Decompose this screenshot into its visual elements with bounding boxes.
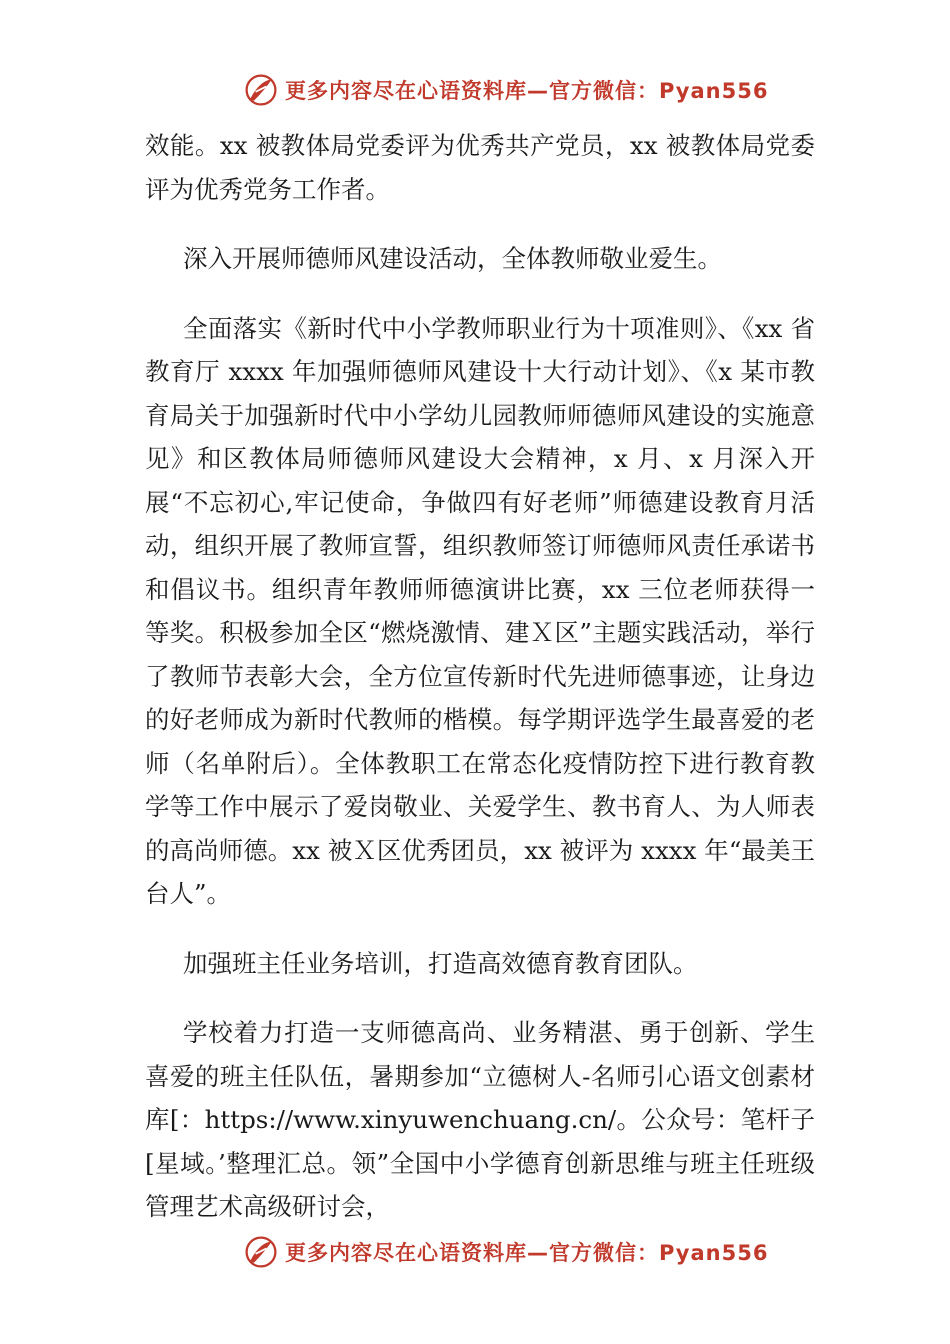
logo-icon bbox=[243, 1234, 279, 1270]
paragraph-1: 效能。xx 被教体局党委评为优秀共产党员，xx 被教体局党委评为优秀党务工作者。 bbox=[145, 131, 815, 204]
paragraph-3: 全面落实《新时代中小学教师职业行为十项准则》、《xx 省教育厅 xxxx 年加强师德师风建设十大行动计划》、《x 某市教育局关于加强新时代中小学幼儿园教师师德师风建设的实施意见》和区教体局师德师风建设大会精神，x 月、x 月深入开展“不忘初心,牢记使命，争做四有好老师”师德建设教育月活动，组织开展了教师宣誓，组织教师签订师德师风责任承诺书和倡议书。组织青年教师师德演讲比赛，xx 三位老师获得一等奖。积极参加全区“燃烧激情、建Ｘ区”主题实践活动，举行了教师节表彰大会，全方位宣传新时代先进师德事迹，让身边的好老师成为新时代教师的楷模。每学期评选学生最喜爱的老师（名单附后）。全体教职工在常态化疫情防控下进行教育教学等工作中展示了爱岗敬业、关爱学生、教书育人、为人师表的高尚师德。xx 被Ｘ区优秀团员，xx 被评为 xxxx 年“最美王台人”。 bbox=[145, 313, 815, 908]
document-body bbox=[145, 124, 815, 1255]
watermark-text: 更多内容尽在心语资料库—官方微信：Pyan556 bbox=[285, 1241, 769, 1265]
paragraph-4: 加强班主任业务培训，打造高效德育教育团队。 bbox=[183, 948, 698, 978]
watermark-text: 更多内容尽在心语资料库—官方微信：Pyan556 bbox=[285, 79, 769, 103]
watermark-header bbox=[243, 70, 768, 110]
logo-icon bbox=[243, 72, 279, 108]
paragraph-5: 学校着力打造一支师德高尚、业务精湛、勇于创新、学生喜爱的班主任队伍，暑期参加“立德树人-名师引心语文创素材库[：https://www.xinyuwenchuang.cn/。公众号：笔杆子[星域。’整理汇总。领”全国中小学德育创新思维与班主任班级管理艺术高级研讨会， bbox=[145, 1018, 815, 1221]
paragraph-2: 深入开展师德师风建设活动，全体教师敬业爱生。 bbox=[183, 244, 722, 273]
watermark-footer bbox=[243, 1232, 768, 1272]
